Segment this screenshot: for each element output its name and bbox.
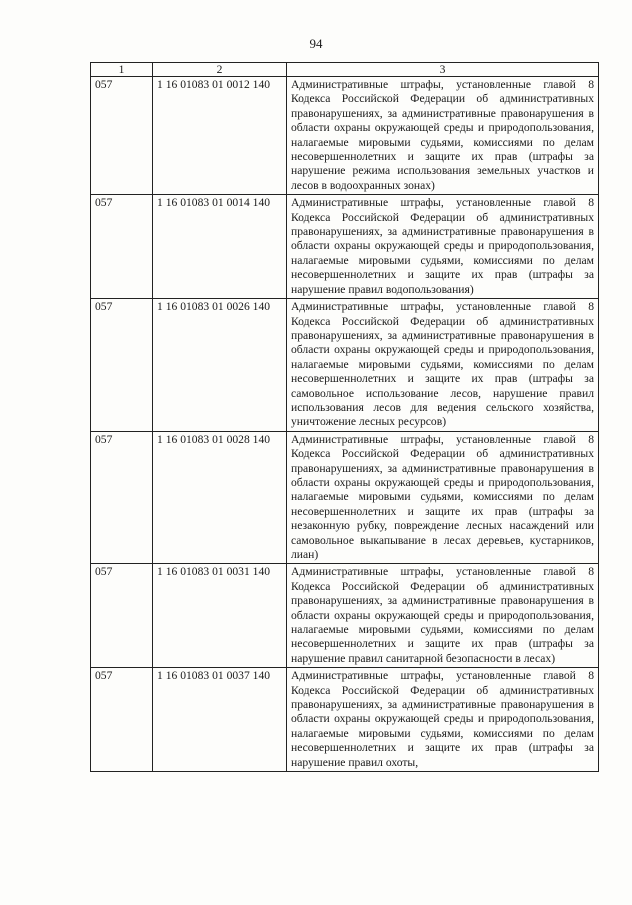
description-cell: Административные штрафы, установленные главой 8 Кодекса Российской Федерации об административных правонарушениях, за административные правонарушения в области охраны окружающей среды и природопользования, налагаемые мировыми судьями, комиссиями по делам несовершеннолетних и защите их прав (штрафы за нарушение правил водопользования)	[287, 195, 599, 299]
table-row	[91, 431, 599, 564]
admin-code-cell: 057	[91, 668, 153, 772]
budget-code-cell: 1 16 01083 01 0012 140	[153, 77, 287, 195]
description-cell: Административные штрафы, установленные главой 8 Кодекса Российской Федерации об административных правонарушениях, за административные правонарушения в области охраны окружающей среды и природопользования, налагаемые мировыми судьями, комиссиями по делам несовершеннолетних и защите их прав (штрафы за самовольное использование лесов, нарушение правил использования лесов для ведения сельского хозяйства, уничтожение лесных ресурсов)	[287, 299, 599, 432]
column-header: 2	[153, 63, 287, 77]
column-header: 1	[91, 63, 153, 77]
table-row	[91, 77, 599, 195]
budget-code-cell: 1 16 01083 01 0031 140	[153, 564, 287, 668]
description-cell: Административные штрафы, установленные главой 8 Кодекса Российской Федерации об административных правонарушениях, за административные правонарушения в области охраны окружающей среды и природопользования, налагаемые мировыми судьями, комиссиями по делам несовершеннолетних и защите их прав (штрафы за нарушение правил санитарной безопасности в лесах)	[287, 564, 599, 668]
budget-code-cell: 1 16 01083 01 0026 140	[153, 299, 287, 432]
admin-code-cell: 057	[91, 299, 153, 432]
admin-code-cell: 057	[91, 195, 153, 299]
admin-code-cell: 057	[91, 564, 153, 668]
budget-code-cell: 1 16 01083 01 0037 140	[153, 668, 287, 772]
description-cell: Административные штрафы, установленные главой 8 Кодекса Российской Федерации об административных правонарушениях, за административные правонарушения в области охраны окружающей среды и природопользования, налагаемые мировыми судьями, комиссиями по делам несовершеннолетних и защите их прав (штрафы за незаконную рубку, повреждение лесных насаждений или самовольное выкапывание в лесах деревьев, кустарников, лиан)	[287, 431, 599, 564]
column-header: 3	[287, 63, 599, 77]
admin-code-cell: 057	[91, 77, 153, 195]
table-row	[91, 195, 599, 299]
budget-code-cell: 1 16 01083 01 0014 140	[153, 195, 287, 299]
description-cell: Административные штрафы, установленные главой 8 Кодекса Российской Федерации об административных правонарушениях, за административные правонарушения в области охраны окружающей среды и природопользования, налагаемые мировыми судьями, комиссиями по делам несовершеннолетних и защите их прав (штрафы за нарушение правил охоты,	[287, 668, 599, 772]
admin-code-cell: 057	[91, 431, 153, 564]
budget-codes-table	[90, 62, 599, 772]
table-row	[91, 668, 599, 772]
table-header-row	[91, 63, 599, 77]
description-cell: Административные штрафы, установленные главой 8 Кодекса Российской Федерации об административных правонарушениях, за административные правонарушения в области охраны окружающей среды и природопользования, налагаемые мировыми судьями, комиссиями по делам несовершеннолетних и защите их прав (штрафы за нарушение режима использования земельных участков и лесов в водоохранных зонах)	[287, 77, 599, 195]
table-row	[91, 299, 599, 432]
page-number: 94	[309, 36, 323, 51]
budget-code-cell: 1 16 01083 01 0028 140	[153, 431, 287, 564]
table-row	[91, 564, 599, 668]
